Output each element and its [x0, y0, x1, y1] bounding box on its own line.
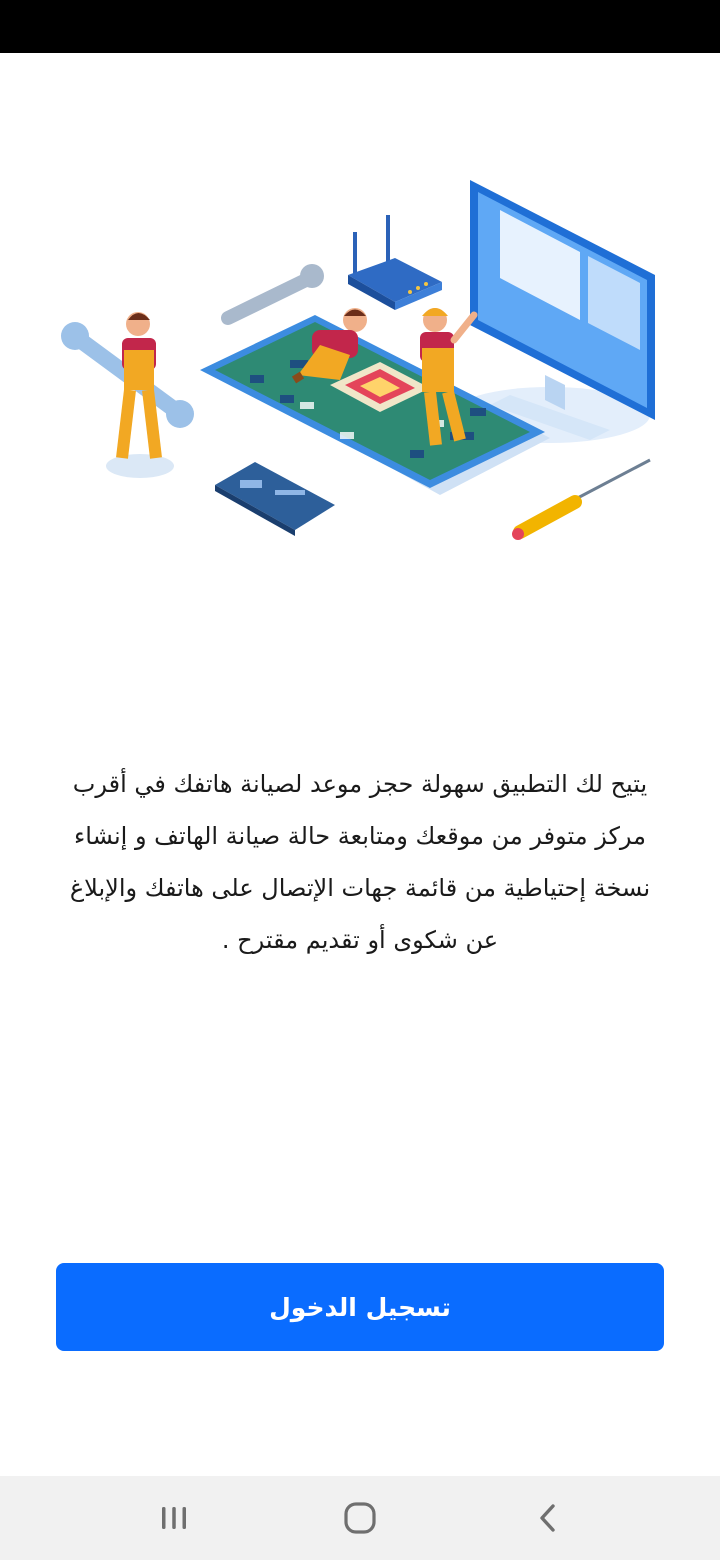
back-button[interactable]: [518, 1490, 578, 1546]
home-icon: [340, 1498, 380, 1538]
login-button[interactable]: [56, 1263, 664, 1351]
app-description: يتيح لك التطبيق سهولة حجز موعد لصيانة هاتفك في أقرب مركز متوفر من موقعك ومتابعة حالة صيانة الهاتف و إنشاء نسخة إحتياطية من قائمة جهات الإتصال على هاتفك والإبلاغ عن شكوى أو تقديم مقترح .: [69, 770, 651, 954]
router-icon: [348, 215, 442, 310]
wrench-icon: [228, 264, 324, 318]
status-bar: [0, 0, 720, 53]
recents-icon: [154, 1498, 194, 1538]
recents-button[interactable]: [144, 1490, 204, 1546]
home-button[interactable]: [330, 1490, 390, 1546]
phone-repair-illustration: [50, 170, 670, 550]
circuit-board-icon: [215, 462, 335, 536]
login-button-label: تسجيل الدخول: [269, 1292, 451, 1322]
navigation-bar: [0, 1476, 720, 1560]
screwdriver-icon: [512, 460, 650, 540]
back-icon: [528, 1498, 568, 1538]
worker-icon: [61, 312, 194, 478]
